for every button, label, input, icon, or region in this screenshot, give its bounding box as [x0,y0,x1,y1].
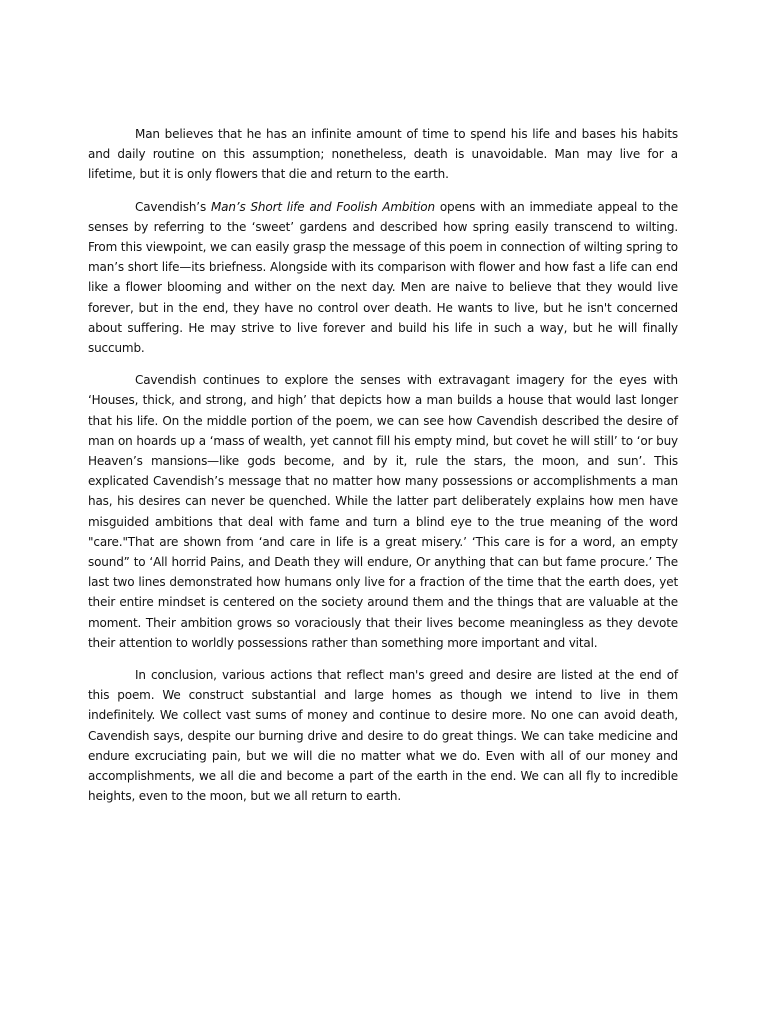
paragraph-intro [88,124,678,185]
poem-title: Man’s Short life and Foolish Ambition [210,199,435,214]
paragraph-poem-opening-lead: Cavendish’s [135,199,211,214]
paragraph-intro-text: Man believes that he has an infinite amount of time to spend his life and bases his habits and daily routine on this assumption; nonetheless, death is unavoidable. Man may live for a lifetime, but it is only flowers that die and return to the earth. [88,127,678,182]
paragraph-imagery [88,370,678,653]
paragraph-conclusion-text: In conclusion, various actions that reflect man's greed and desire are listed at the end of this poem. We construct substantial and large homes as though we intend to live in them indefinitely. We collect vast sums of money and continue to desire more. No one can avoid death, Cavendish says, despite our burning drive and desire to do great things. We can take medicine and endure excruciating pain, but we will die no matter what we do. Even with all of our money and accomplishments, we all die and become a part of the earth in the end. We can all fly to incredible heights, even to the moon, but we all return to earth. [88,668,678,804]
paragraph-conclusion [88,665,678,806]
essay-body [88,124,678,807]
paragraph-poem-opening-rest: opens with an immediate appeal to the senses by referring to the ‘sweet’ gardens and described how spring easily transcend to wilting. From this viewpoint, we can easily grasp the message of this poem in connection of wilting spring to man’s short life—its briefness. Alongside with its comparison with flower and how fast a life can end like a flower blooming and wither on the next day. Men are naive to believe that they would live forever, but in the end, they have no control over death. He wants to live, but he isn't concerned about suffering. He may strive to live forever and build his life in such a way, but he will finally succumb. [88,199,678,356]
paragraph-poem-opening [88,197,678,359]
paragraph-imagery-text: Cavendish continues to explore the senses with extravagant imagery for the eyes with ‘Houses, thick, and strong, and high’ that depicts how a man builds a house that would last longer that his life. On the middle portion of the poem, we can see how Cavendish described the desire of man on hoards up a ‘mass of wealth, yet cannot fill his empty mind, but covet he will still’ to ‘or buy Heaven’s mansions—like gods become, and by it, rule the stars, the moon, and sun’. This explicated Cavendish’s message that no matter how many possessions or accomplishments a man has, his desires can never be quenched. While the latter part deliberately explains how men have misguided ambitions that deal with fame and turn a blind eye to the true meaning of the word "care."That are shown from ‘and care in life is a great misery.’ ‘This care is for a word, an empty sound” to ‘All horrid Pains, and Death they will endure, Or anything that can but fame procure.’ The last two lines demonstrated how humans only live for a fraction of the time that the earth does, yet their entire mindset is centered on the society around them and the things that are valuable at the moment. Their ambition grows so voraciously that their lives become meaningless as they devote their attention to worldly possessions rather than something more important and vital. [88,373,678,650]
